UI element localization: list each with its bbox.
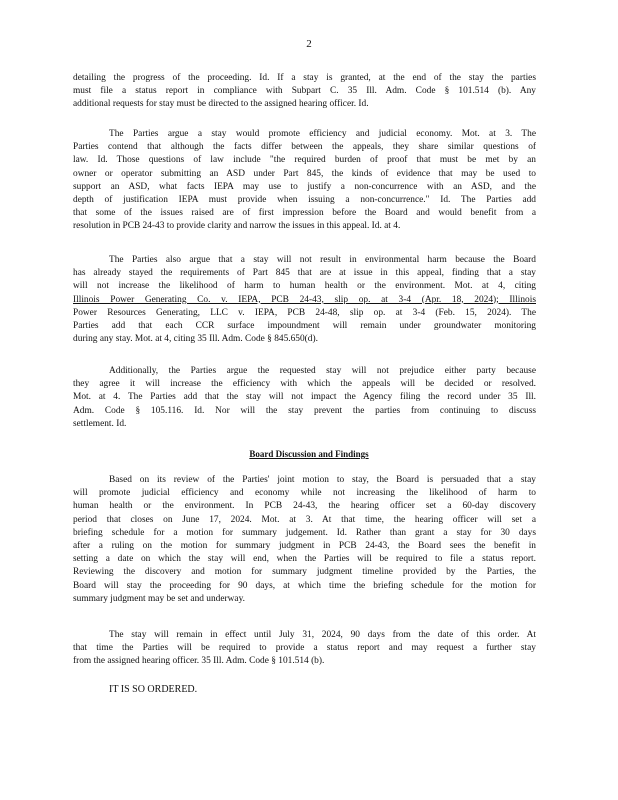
text-line: briefing schedule for a motion for summary judgement. Id. Rather than grant a stay for 30 days — [73, 527, 536, 538]
text-line: Based on its review of the Parties' joint motion to stay, the Board is persuaded that a stay — [109, 475, 536, 485]
text-line: that some of the issues raised are of first impression before the Board and would benefit from a — [73, 208, 536, 219]
text-line: Adm. Code § 105.116. Id. Nor will the stay prevent the parties from continuing to discuss — [73, 405, 536, 416]
text-line: Board will stay the proceeding for 90 days, at which time the briefing schedule for the motion for — [73, 580, 536, 591]
text-line: has already stayed the requirements of Part 845 that are at issue in this appeal, finding that a stay — [73, 268, 536, 279]
text-line: owner or operator submitting an ASD under Part 845, the kinds of evidence that may be used to — [73, 168, 536, 179]
order-statement: IT IS SO ORDERED. — [109, 684, 198, 695]
text-line: will not increase the likelihood of harm to human health or the environment. Mot. at 4, citing — [73, 281, 536, 292]
text-line: that time the Parties will be required to provide a status report and may request a further stay — [73, 643, 536, 654]
text-line: depth of justification IEPA must provide when issuing a non-concurrence." Id. The Parties add — [73, 194, 536, 205]
text-line: The Parties also argue that a stay will not result in environmental harm because the Board — [109, 255, 536, 265]
text-line: after a ruling on the motion for summary judgment in PCB 24-43, the Board sees the benefit in — [73, 540, 536, 551]
text-line: during any stay. Mot. at 4, citing 35 Ill. Adm. Code § 845.650(d). — [73, 334, 318, 345]
text-line: summary judgment may be set and underway. — [73, 593, 246, 604]
paragraph-stay-requirements — [73, 72, 536, 112]
text-line: must file a status report in compliance with Subpart C. 35 Ill. Adm. Code § 101.514 (b). Any — [73, 86, 536, 97]
text-line: Additionally, the Parties argue the requested stay will not prejudice either party because — [109, 366, 536, 376]
text-line: Power Resources Generating, LLC v. IEPA, PCB 24-48, slip op. at 3-4 (Feb. 15, 2024). The — [73, 307, 536, 318]
text-line: law. Id. Those questions of law include "the required burden of proof that must be met by an — [73, 155, 536, 166]
text-line: settlement. Id. — [73, 418, 127, 429]
text-line: The stay will remain in effect until July 31, 2024, 90 days from the date of this order. At — [109, 630, 536, 640]
text-line: Parties add that each CCR surface impoundment will remain under groundwater monitoring — [73, 320, 536, 331]
text-line: resolution in PCB 24-43 to provide clarity and narrow the issues in this appeal. Id. at 4. — [73, 221, 401, 232]
paragraph-board-findings — [73, 474, 536, 606]
text-line: additional requests for stay must be directed to the assigned hearing officer. Id. — [73, 99, 369, 110]
text-line: setting a date on which the stay will end, when the Parties will be required to file a status report. — [73, 554, 536, 565]
text-line: they agree it will increase the efficiency with which the appeals will be decided or resolved. — [73, 379, 536, 390]
text-line: detailing the progress of the proceeding. Id. If a stay is granted, at the end of the stay the parties — [73, 73, 536, 83]
paragraph-efficiency-argument — [73, 128, 536, 234]
text-line: period that closes on June 17, 2024. Mot. at 3. At that time, the hearing officer will set a — [73, 514, 536, 525]
section-heading — [0, 449, 618, 459]
paragraph-environmental-harm — [73, 254, 536, 346]
paragraph-stay-duration — [73, 629, 536, 669]
text-line: support an ASD, what facts IEPA may use to justify a non-concurrence with an ASD, and the — [73, 181, 536, 192]
heading-text: Board Discussion and Findings — [249, 449, 369, 459]
text-line: will promote judicial efficiency and economy while not increasing the likelihood of harm to — [73, 488, 536, 499]
text-line: The Parties argue a stay would promote efficiency and judicial economy. Mot. at 3. The — [109, 129, 536, 139]
text-line: Parties contend that although the facts differ between the appeals, they share similar questions of — [73, 142, 536, 153]
text-line: from the assigned hearing officer. 35 Ill. Adm. Code § 101.514 (b). — [73, 656, 325, 667]
text-line: Reviewing the discovery and motion for summary judgment timeline provided by the Parties, the — [73, 567, 536, 578]
text-line: human health or the environment. In PCB 24-43, the hearing officer set a 60-day discovery — [73, 501, 536, 512]
text-line: Illinois Power Generating Co. v. IEPA, PCB 24-43, slip op. at 3-4 (Apr. 18, 2024); Illinois — [73, 294, 536, 305]
text-line: Mot. at 4. The Parties add that the stay will not impact the Agency filing the record under 35 Ill. — [73, 392, 536, 403]
paragraph-no-prejudice — [73, 365, 536, 431]
page-number: 2 — [306, 38, 312, 50]
